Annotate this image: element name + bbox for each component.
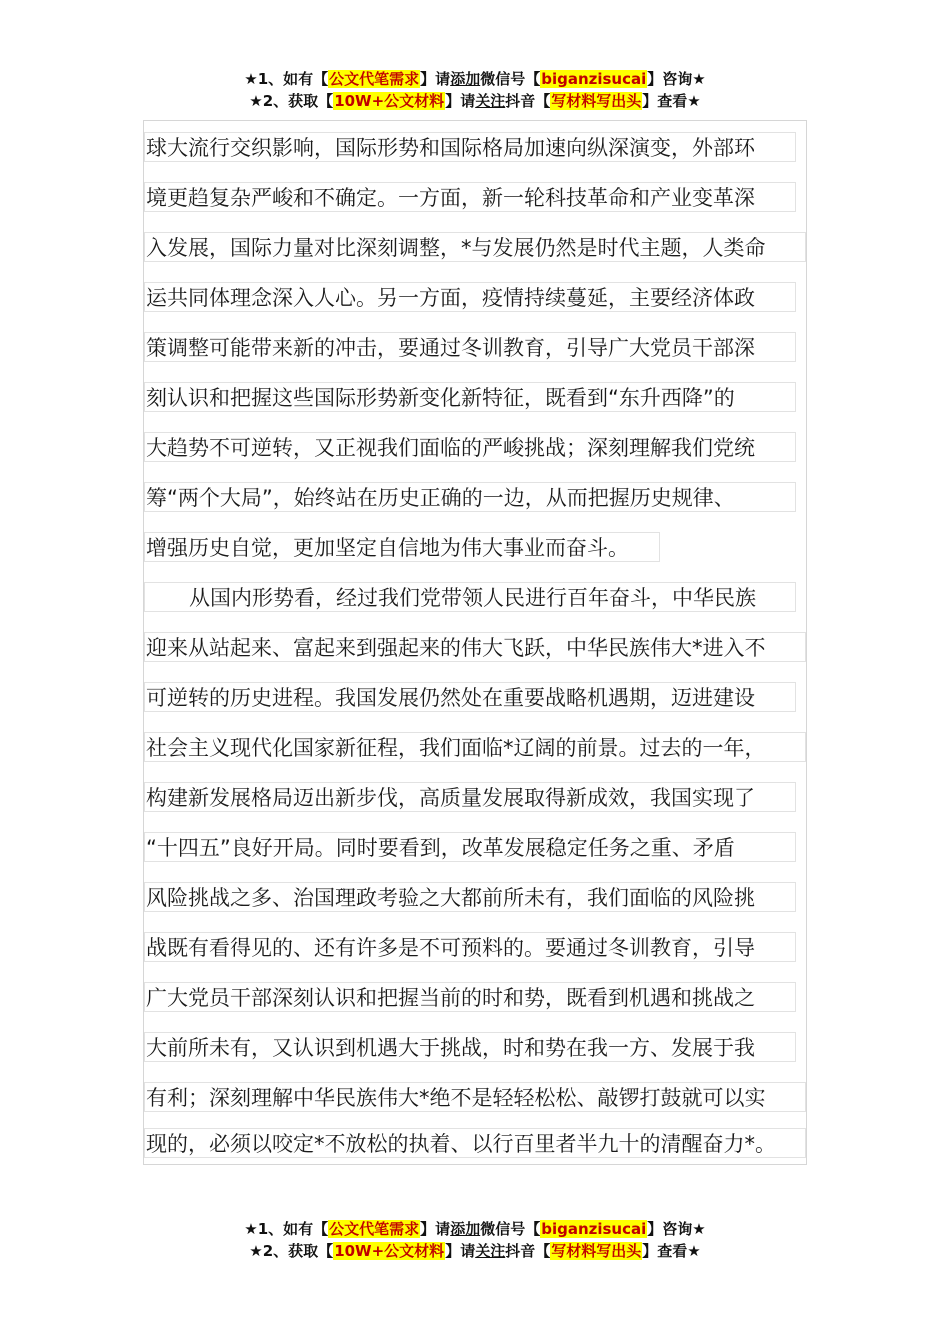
- wechat-id-highlight: biganzisucai: [541, 1220, 647, 1238]
- text-line: 入发展，国际力量对比深刻调整，*与发展仍然是时代主题，人类命: [144, 232, 806, 262]
- header-banner: [0, 68, 950, 112]
- banner-emphasis: 关注: [475, 92, 506, 110]
- banner-emphasis: 关注: [475, 1242, 506, 1260]
- banner-text: 】请: [445, 92, 476, 110]
- banner-text: ★2、获取【: [249, 1242, 334, 1260]
- text-line: “十四五”良好开局。同时要看到，改革发展稳定任务之重、矛盾: [144, 832, 796, 862]
- banner-text: 】请: [445, 1242, 476, 1260]
- banner-text: ★2、获取【: [249, 92, 334, 110]
- service-highlight: 公文代笔需求: [329, 1220, 420, 1238]
- text-line: 大趋势不可逆转，又正视我们面临的严峻挑战；深刻理解我们党统: [144, 432, 796, 462]
- banner-text: ★1、如有【: [244, 1220, 329, 1238]
- banner-text: 】请: [420, 70, 451, 88]
- banner-text: 】请: [420, 1220, 451, 1238]
- wechat-id-highlight: biganzisucai: [541, 70, 647, 88]
- banner-emphasis: 添加: [450, 70, 481, 88]
- banner-text: 】咨询★: [647, 70, 706, 88]
- text-line: 构建新发展格局迈出新步伐，高质量发展取得新成效，我国实现了: [144, 782, 796, 812]
- service-highlight: 公文代笔需求: [329, 70, 420, 88]
- text-line: 球大流行交织影响，国际形势和国际格局加速向纵深演变，外部环: [144, 132, 796, 162]
- banner-text: 抖音【: [505, 92, 551, 110]
- banner-line-2: [0, 1240, 950, 1262]
- text-line: 风险挑战之多、治国理政考验之大都前所未有，我们面临的风险挑: [144, 882, 796, 912]
- banner-text: 】查看★: [642, 92, 701, 110]
- text-line: 运共同体理念深入人心。另一方面，疫情持续蔓延，主要经济体政: [144, 282, 796, 312]
- douyin-id-highlight: 写材料写出头: [551, 1242, 642, 1260]
- banner-line-1: [0, 68, 950, 90]
- text-line: 筹“两个大局”，始终站在历史正确的一边，从而把握历史规律、: [144, 482, 796, 512]
- banner-text: ★1、如有【: [244, 70, 329, 88]
- text-line: 策调整可能带来新的冲击，要通过冬训教育，引导广大党员干部深: [144, 332, 796, 362]
- banner-text: 抖音【: [505, 1242, 551, 1260]
- douyin-id-highlight: 写材料写出头: [551, 92, 642, 110]
- text-line: 有利；深刻理解中华民族伟大*绝不是轻轻松松、敲锣打鼓就可以实: [144, 1082, 806, 1112]
- text-line: 刻认识和把握这些国际形势新变化新特征，既看到“东升西降”的: [144, 382, 796, 412]
- banner-emphasis: 添加: [450, 1220, 481, 1238]
- footer-banner: [0, 1218, 950, 1262]
- banner-text: 微信号【: [480, 1220, 541, 1238]
- text-line: 迎来从站起来、富起来到强起来的伟大飞跃，中华民族伟大*进入不: [144, 632, 806, 662]
- banner-line-1: [0, 1218, 950, 1240]
- banner-text: 】咨询★: [647, 1220, 706, 1238]
- text-line: 社会主义现代化国家新征程，我们面临*辽阔的前景。过去的一年，: [144, 732, 806, 762]
- text-line: 大前所未有，又认识到机遇大于挑战，时和势在我一方、发展于我: [144, 1032, 796, 1062]
- banner-line-2: [0, 90, 950, 112]
- document-body: [143, 120, 807, 1165]
- text-line: 增强历史自觉，更加坚定自信地为伟大事业而奋斗。: [144, 532, 660, 562]
- paragraph-first-line: 从国内形势看，经过我们党带领人民进行百年奋斗，中华民族: [144, 582, 796, 612]
- materials-highlight: 10W+公文材料: [334, 92, 445, 110]
- banner-text: 微信号【: [480, 70, 541, 88]
- text-line: 现的，必须以咬定*不放松的执着、以行百里者半九十的清醒奋力*。: [144, 1128, 806, 1158]
- text-line: 战既有看得见的、还有许多是不可预料的。要通过冬训教育，引导: [144, 932, 796, 962]
- text-line: 可逆转的历史进程。我国发展仍然处在重要战略机遇期，迈进建设: [144, 682, 796, 712]
- materials-highlight: 10W+公文材料: [334, 1242, 445, 1260]
- text-line: 广大党员干部深刻认识和把握当前的时和势，既看到机遇和挑战之: [144, 982, 796, 1012]
- banner-text: 】查看★: [642, 1242, 701, 1260]
- text-line: 境更趋复杂严峻和不确定。一方面，新一轮科技革命和产业变革深: [144, 182, 796, 212]
